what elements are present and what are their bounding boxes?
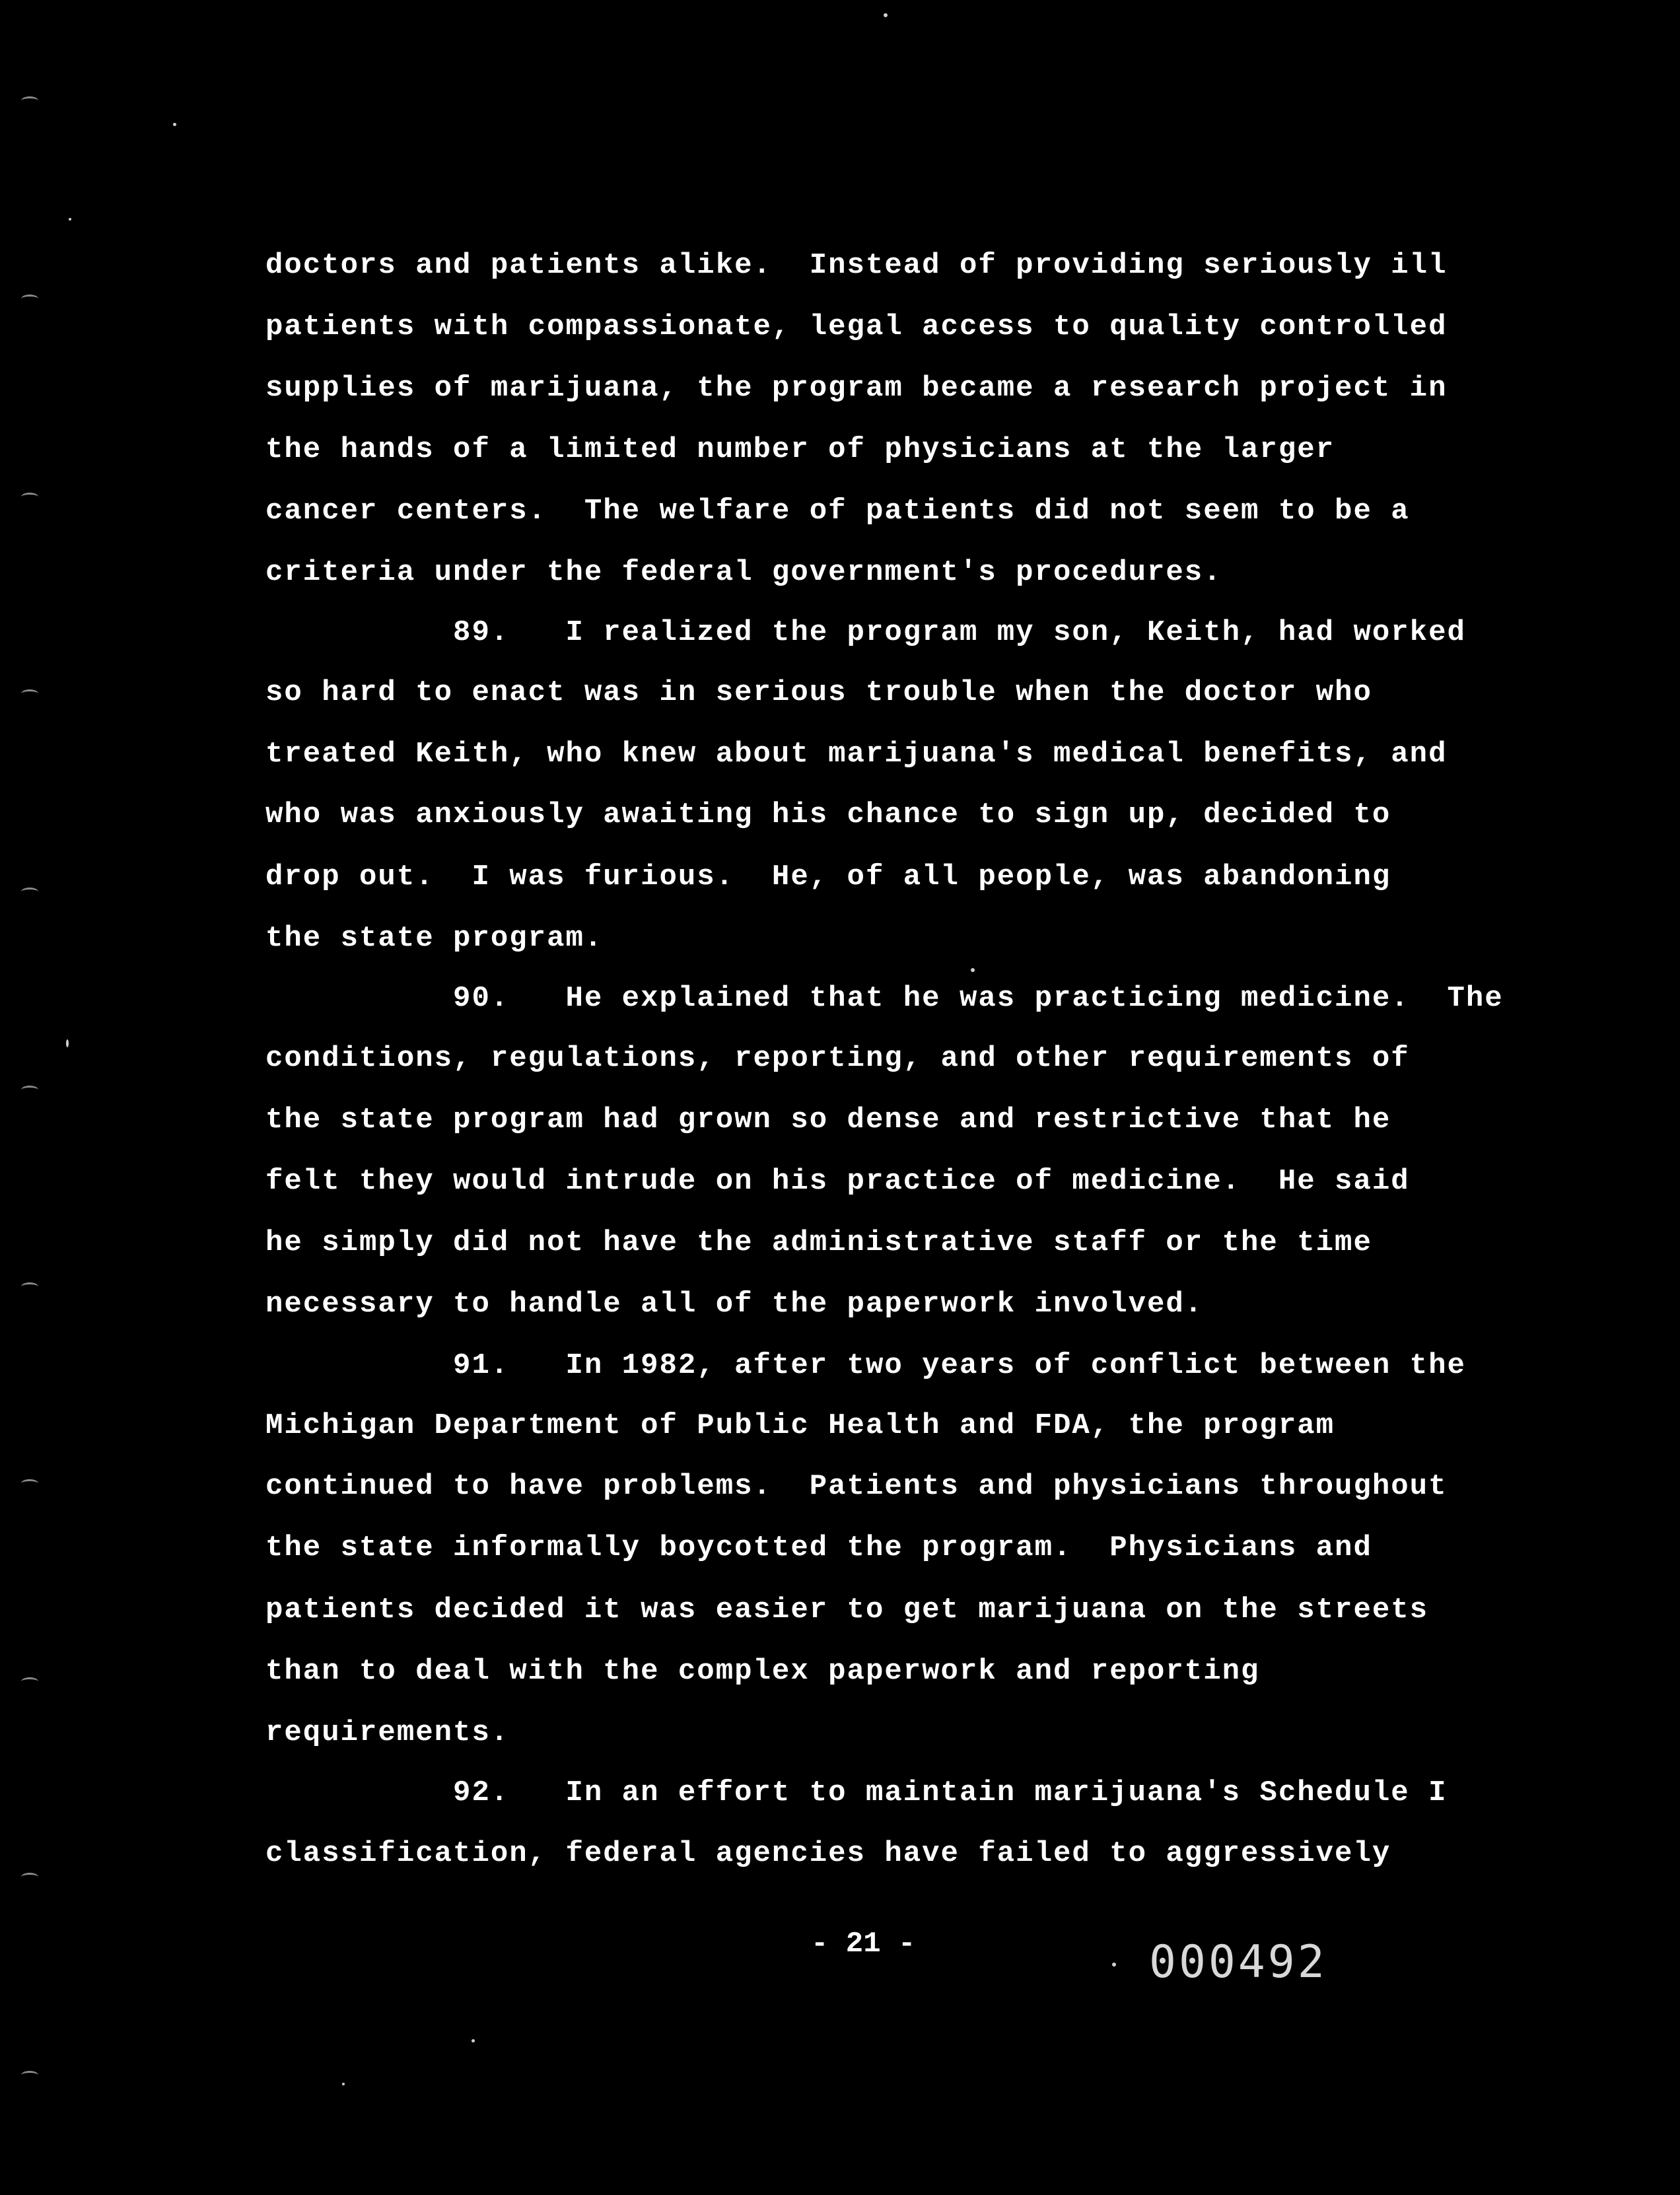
bates-number: 000492 (1149, 1936, 1327, 1988)
paragraph-91-start: 91. In 1982, after two years of conflict between the (265, 1349, 1466, 1382)
text-line: continued to have problems. Patients and physicians throughout (265, 1470, 1448, 1503)
text-line: doctors and patients alike. Instead of providing seriously ill (265, 249, 1448, 282)
text-line: necessary to handle all of the paperwork involved. (265, 1288, 1204, 1321)
text-line: Michigan Department of Public Health and FDA, the program (265, 1409, 1335, 1442)
scan-artifact (21, 493, 38, 501)
text-line: patients decided it was easier to get marijuana on the streets (265, 1593, 1429, 1626)
page-number: - 21 - (811, 1928, 916, 1961)
text-line: who was anxiously awaiting his chance to sign up, decided to (265, 798, 1391, 831)
scan-speck (342, 2083, 345, 2085)
text-line: drop out. I was furious. He, of all people, was abandoning (265, 860, 1391, 893)
scan-speck (472, 2039, 475, 2042)
scan-artifact (21, 2071, 38, 2079)
text-line: requirements. (265, 1716, 510, 1749)
text-line: so hard to enact was in serious trouble when the doctor who (265, 676, 1372, 709)
scan-artifact (21, 1086, 38, 1094)
scan-artifact (21, 1479, 38, 1488)
text-line: the hands of a limited number of physicians at the larger (265, 433, 1335, 466)
scan-artifact (21, 1677, 38, 1686)
scan-speck (1112, 1963, 1116, 1967)
scan-artifact (21, 96, 38, 105)
scan-speck (66, 1039, 69, 1047)
text-line: patients with compassionate, legal access to quality controlled (265, 310, 1448, 343)
text-line: treated Keith, who knew about marijuana's medical benefits, and (265, 738, 1448, 771)
text-line: supplies of marijuana, the program became a research project in (265, 372, 1448, 405)
scan-artifact (21, 295, 38, 303)
text-line: the state program. (265, 922, 604, 955)
paragraph-90-start: 90. He explained that he was practicing medicine. The (265, 982, 1504, 1015)
text-line: criteria under the federal government's procedures. (265, 556, 1222, 589)
scan-speck (884, 13, 888, 17)
text-line: than to deal with the complex paperwork and reporting (265, 1655, 1260, 1688)
scan-speck (971, 968, 975, 972)
text-line: felt they would intrude on his practice of medicine. He said (265, 1165, 1410, 1198)
scan-artifact (21, 689, 38, 698)
text-line: the state program had grown so dense and restrictive that he (265, 1103, 1391, 1136)
text-line: classification, federal agencies have failed to aggressively (265, 1837, 1391, 1870)
text-line: the state informally boycotted the program. Physicians and (265, 1531, 1372, 1564)
scan-speck (173, 123, 176, 126)
text-line: he simply did not have the administrative staff or the time (265, 1226, 1372, 1259)
scan-artifact (21, 1873, 38, 1881)
paragraph-92-start: 92. In an effort to maintain marijuana's Schedule I (265, 1776, 1448, 1809)
scan-speck (69, 218, 71, 221)
scan-artifact (21, 1282, 38, 1291)
text-line: conditions, regulations, reporting, and other requirements of (265, 1042, 1410, 1075)
scan-artifact (21, 888, 38, 896)
text-line: cancer centers. The welfare of patients did not seem to be a (265, 495, 1410, 528)
paragraph-89-start: 89. I realized the program my son, Keith, had worked (265, 616, 1466, 649)
